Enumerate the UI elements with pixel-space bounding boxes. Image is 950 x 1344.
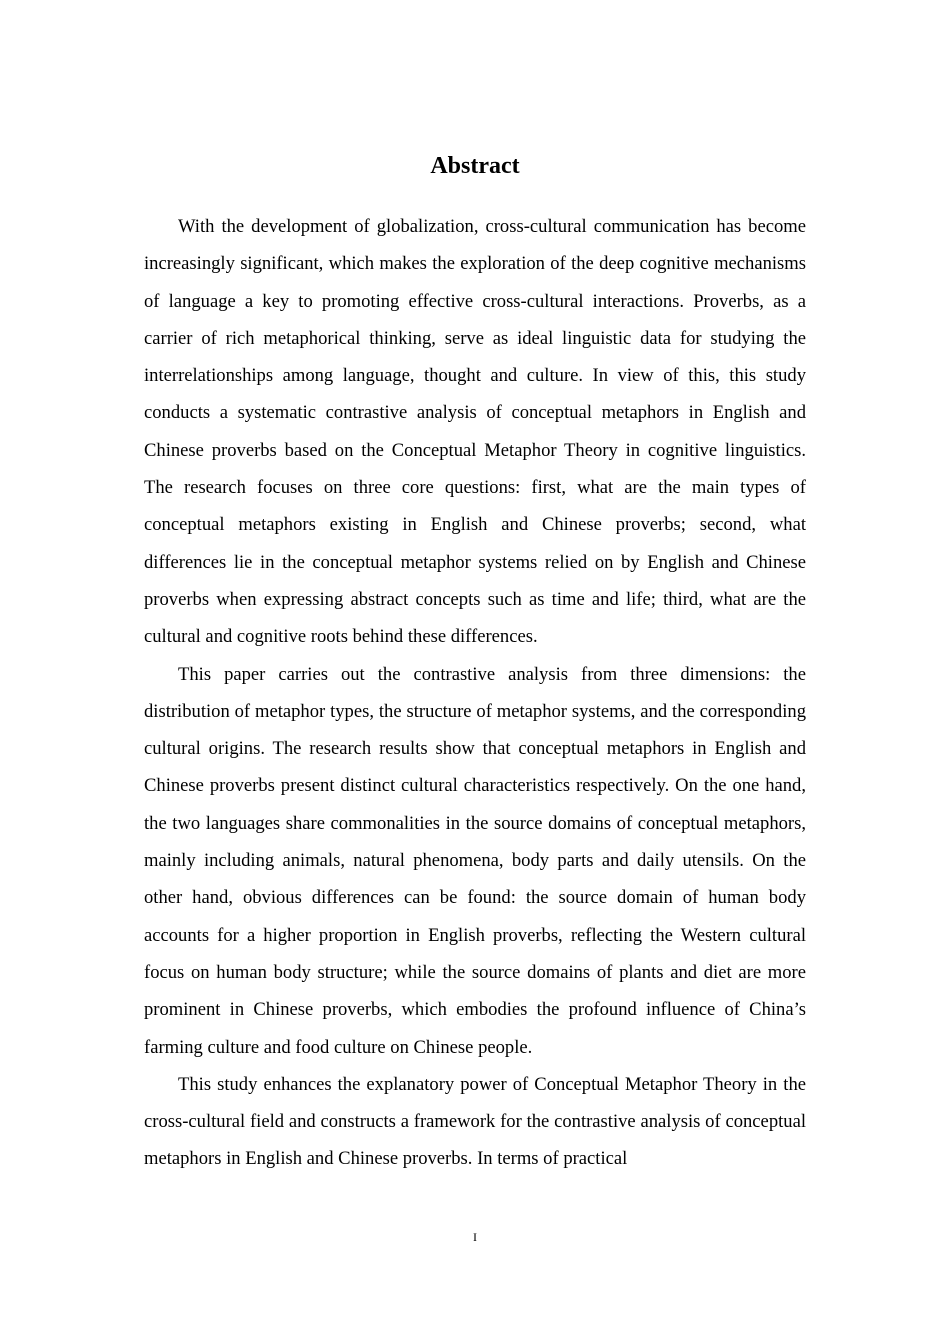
page-title: Abstract — [430, 153, 520, 179]
abstract-paragraph-3: This study enhances the explanatory power of Conceptual Metaphor Theory in the cross-cultural field and constructs a framework for the contrastive analysis of conceptual metaphors in English and Chinese proverbs. In terms of practical — [144, 1073, 806, 1170]
abstract-body — [144, 208, 806, 1178]
page-number: I — [473, 1230, 477, 1244]
abstract-paragraph-2: This paper carries out the contrastive analysis from three dimensions: the distribution of metaphor types, the structure of metaphor systems, and the corresponding cultural origins. The research results show that conceptual metaphors in English and Chinese proverbs present distinct cultural characteristics respectively. On the one hand, the two languages share commonalities in the source domains of conceptual metaphors, mainly including animals, natural phenomena, body parts and daily utensils. On the other hand, obvious differences can be found: the source domain of human body accounts for a higher proportion in English proverbs, reflecting the Western cultural focus on human body structure; while the source domains of plants and diet are more prominent in Chinese proverbs, which embodies the profound influence of China’s farming culture and food culture on Chinese people. — [144, 663, 806, 1058]
abstract-paragraph-1: With the development of globalization, cross-cultural communication has become increasingly significant, which makes the exploration of the deep cognitive mechanisms of language a key to promoting effective cross-cultural interactions. Proverbs, as a carrier of rich metaphorical thinking, serve as ideal linguistic data for studying the interrelationships among language, thought and culture. In view of this, this study conducts a systematic contrastive analysis of conceptual metaphors in English and Chinese proverbs based on the Conceptual Metaphor Theory in cognitive linguistics. The research focuses on three core questions: first, what are the main types of conceptual metaphors existing in English and Chinese proverbs; second, what differences lie in the conceptual metaphor systems relied on by English and Chinese proverbs when expressing abstract concepts such as time and life; third, what are the cultural and cognitive roots behind these differences. — [144, 216, 806, 648]
